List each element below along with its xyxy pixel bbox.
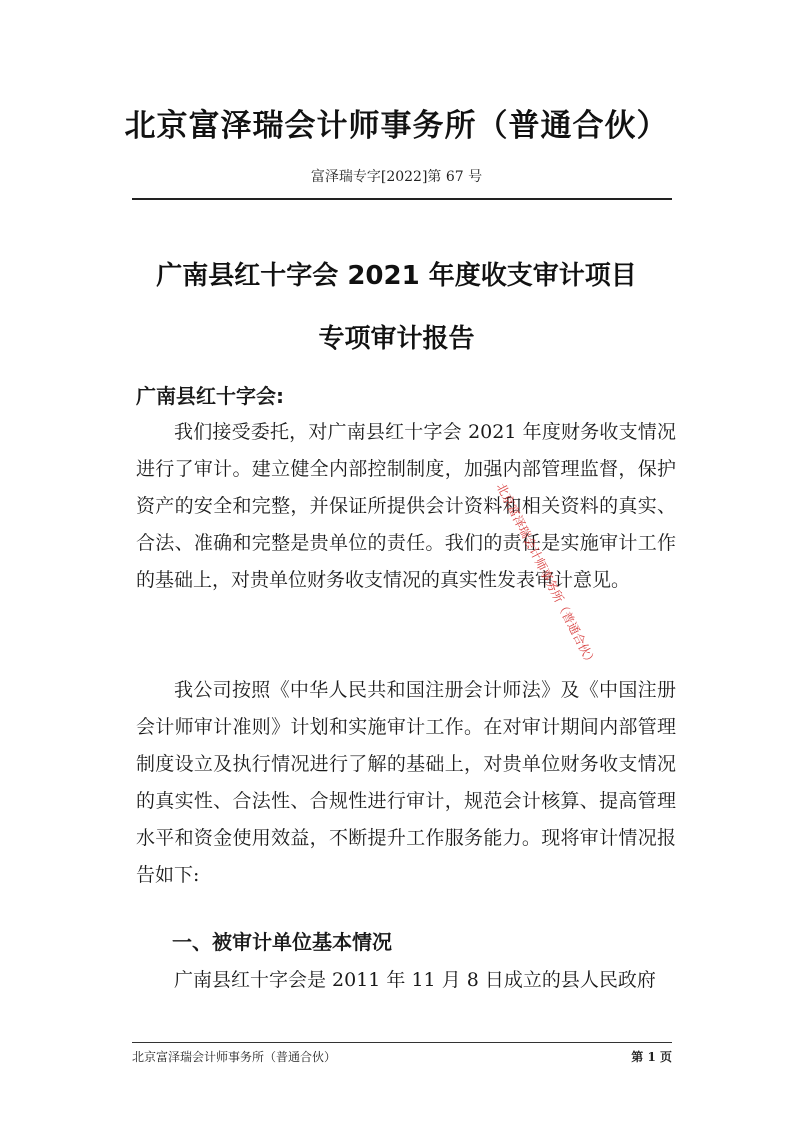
paragraph-standards: 我公司按照《中华人民共和国注册会计师法》及《中国注册会计师审计准则》计划和实施审计工作。在对审计期间内部管理制度设立及执行情况进行了解的基础上，对贵单位财务收支情况的真实性、合法性、合规性进行审计，规范会计核算、提高管理水平和资金使用效益，不断提升工作服务能力。现将审计情况报告如下: <box>136 679 676 886</box>
footer-firm-name: 北京富泽瑞会计师事务所（普通合伙） <box>132 1050 337 1064</box>
document-number: 富泽瑞专字[2022]第 67 号 <box>310 169 483 185</box>
report-title-line2: 专项审计报告 <box>318 324 475 354</box>
report-title-line1: 广南县红十字会 2021 年度收支审计项目 <box>156 261 637 291</box>
section-heading-basic-info: 一、被审计单位基本情况 <box>172 930 392 954</box>
paragraph-engagement: 我们接受委托，对广南县红十字会 2021 年度财务收支情况进行了审计。建立健全内部控制制度，加强内部管理监督，保护资产的安全和完整，并保证所提供会计资料和相关资料的真实、合法、准确和完整是贵单位的责任。我们的责任是实施审计工作的基础上，对贵单位财务收支情况的真实性发表审计意见。 <box>136 421 676 591</box>
page-number: 第 1 页 <box>631 1050 672 1064</box>
salutation: 广南县红十字会: <box>136 384 284 408</box>
footer-divider <box>132 1042 672 1043</box>
header-divider <box>132 198 672 200</box>
firm-seal-stamp: 北京富泽瑞会计师事务所（普通合伙） <box>493 480 599 670</box>
paragraph-basic-info: 广南县红十字会是 2011 年 11 月 8 日成立的县人民政府 <box>174 969 656 991</box>
firm-title: 北京富泽瑞会计师事务所（普通合伙） <box>124 108 669 144</box>
